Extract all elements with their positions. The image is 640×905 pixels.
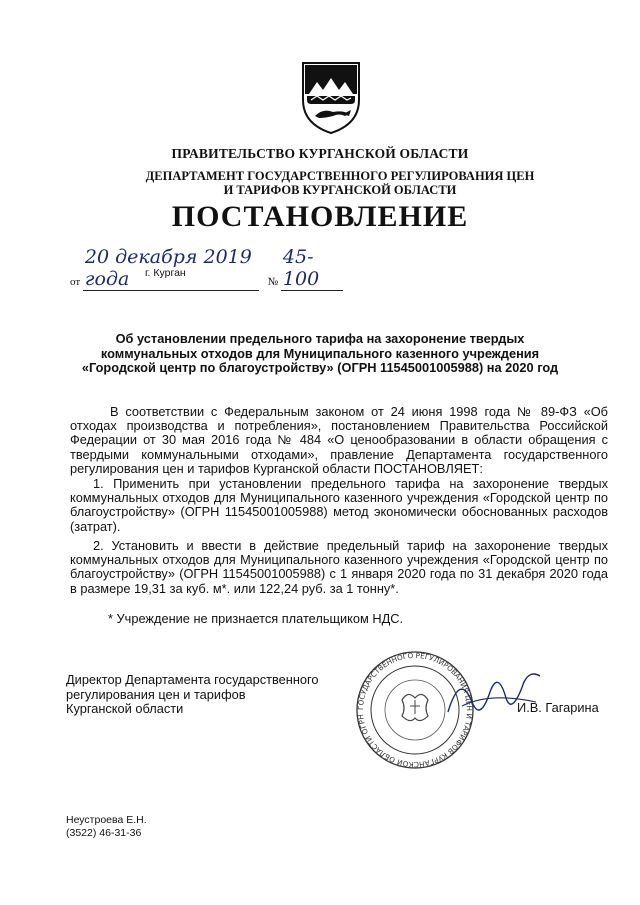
signer-position-line: Курганской области: [66, 701, 184, 716]
item-2-paragraph: 2. Установить и ввести в действие предельный тариф на захоронение твердых коммунальных отходов для Муниципального казенного учреждения «Городской центр по благоустройству» (ОГРН 11545001005988) с 1 января 2020 года по 31 декабря 2020 года в размере 19,31 за куб. м*. или 122,24 руб. за 1 тонну*.: [70, 538, 608, 596]
coat-of-arms-icon: [299, 60, 363, 136]
signer-position-line: регулирования цен и тарифов: [66, 686, 246, 702]
footnote: * Учреждение не признается плательщиком НДС.: [108, 611, 404, 626]
signer-position: [66, 673, 319, 717]
city: г. Курган: [145, 267, 186, 279]
executor-info: [66, 814, 147, 840]
date-prefix: от: [70, 276, 81, 288]
government-title: ПРАВИТЕЛЬСТВО КУРГАНСКОЙ ОБЛАСТИ: [171, 146, 469, 161]
handwritten-signature: [440, 662, 550, 732]
preamble-paragraph: В соответствии с Федеральным законом от 24 июня 1998 года № 89-ФЗ «Об отходах производства и потребления», постановлением Правительства Российской Федерации от 30 мая 2016 года № 484 «О ценообразовании в области обращения с твердыми коммунальными отходами», правление Департамента государственного регулирования цен и тарифов Курганской области ПОСТАНОВЛЯЕТ:: [70, 404, 608, 476]
number-label: №: [267, 276, 279, 288]
document-type: ПОСТАНОВЛЕНИЕ: [171, 200, 469, 233]
signer-name: И.В. Гагарина: [517, 700, 599, 715]
document-title: Об установлении предельного тарифа на захоронение твердых коммунальных отходов для Муниципального казенного учреждения «Городской центр по благоустройству» (ОГРН 11545001005988) на 2020 год: [81, 331, 559, 375]
document-date: 20 декабря 2019 года: [83, 246, 259, 291]
date-line: [70, 246, 343, 291]
document-number: 45-100: [281, 246, 343, 291]
item-1-paragraph: 1. Применить при установлении предельного тарифа на захоронение твердых коммунальных отходов для Муниципального казенного учреждения «Городской центр по благоустройству» (ОГРН 11545001005988) метод экономически обоснованных расходов (затрат).: [70, 476, 608, 534]
svg-text:ГОСУДАРСТВЕННОГО РЕГУЛИРОВАНИЯ: ГОСУДАРСТВЕННОГО РЕГУЛИРОВАНИЯ ЦЕН И ТАРИФОВ КУРГАНСКОЙ ОБЛАСТИ ОГРН: [355, 650, 475, 770]
signer-position-line: Директор Департамента государственного: [66, 672, 319, 687]
executor-phone: (3522) 46-31-36: [66, 827, 142, 839]
department-title: ДЕПАРТАМЕНТ ГОСУДАРСТВЕННОГО РЕГУЛИРОВАНИЯ ЦЕН И ТАРИФОВ КУРГАНСКОЙ ОБЛАСТИ: [145, 169, 535, 197]
executor-name: Неустроева Е.Н.: [66, 814, 147, 826]
